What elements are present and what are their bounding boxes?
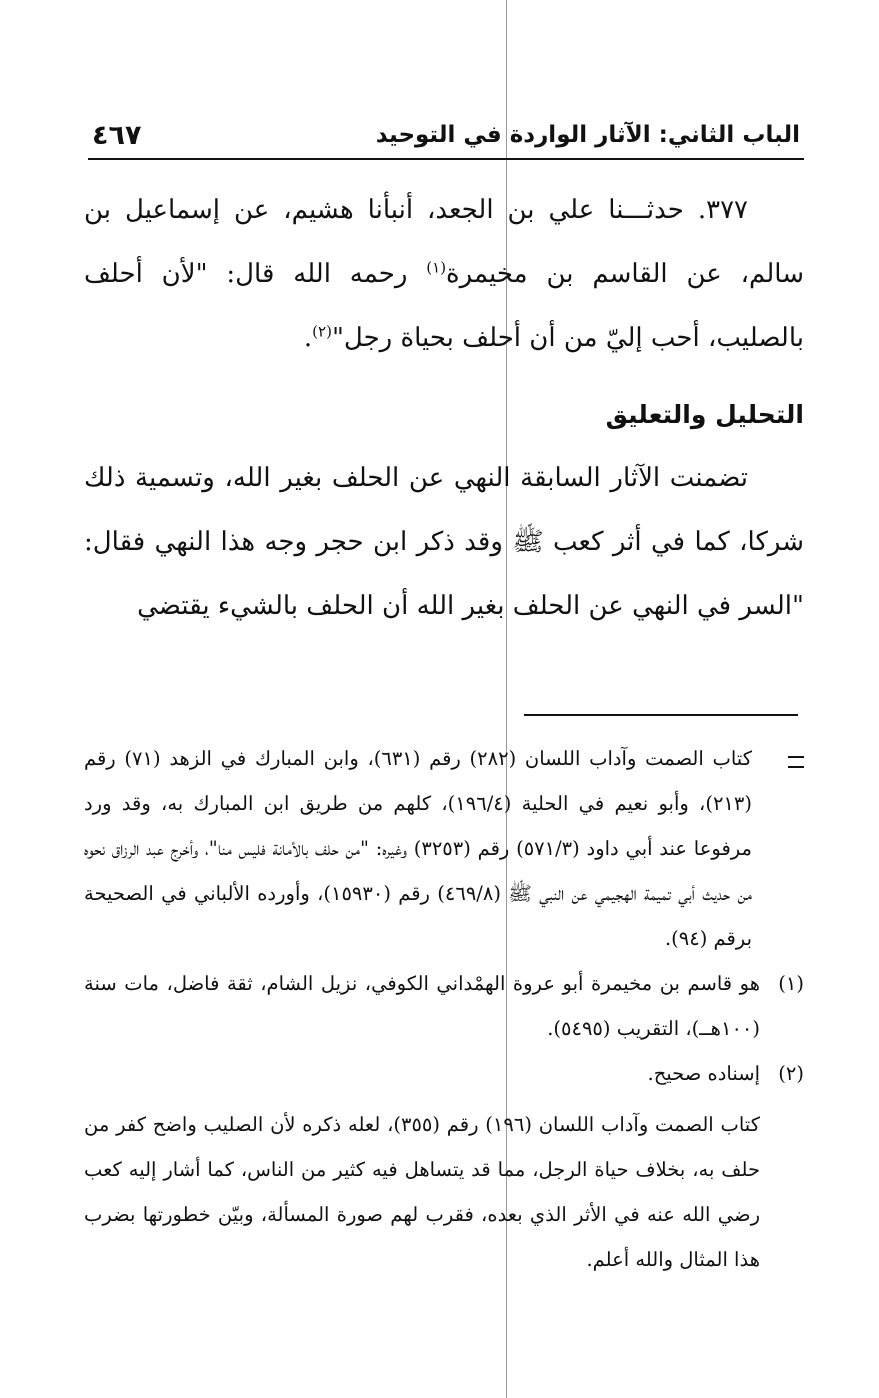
footnote-2 [84, 1051, 804, 1096]
hadith-text-middle: رحمه الله قال: "لأن أحلف بالصليب، أحب إليّ من أن أحلف بحياة رجل" [84, 259, 804, 353]
footnote-2-text: إسناده صحيح. [647, 1062, 760, 1085]
hadith-text-end: . [303, 323, 313, 353]
footnote-1-number: (١) [778, 972, 804, 995]
footnote-separator [524, 714, 798, 716]
hadith-text: حدثـــنا علي بن الجعد، أنبأنا هشيم، عن إسماعيل بن سالم، عن القاسم بن مخيمرة [84, 195, 804, 289]
header-rule [88, 158, 804, 160]
section-heading: التحليل والتعليق [605, 400, 804, 429]
footnote-1-text: هو قاسم بن مخيمرة أبو عروة الهمْداني الكوفي، نزيل الشام، ثقة فاضل، مات سنة (١٠٠هــ)، التقريب (٥٤٩٥). [84, 972, 760, 1040]
footnote-ref-1: (١) [426, 258, 447, 277]
footnote-continuation-text: كتاب الصمت وآداب اللسان (٢٨٢) رقم (٦٣١)، وابن المبارك في الزهد (٧١) رقم (٢١٣)، وأبو نعيم في الحلية (١٩٦/٤)، كلهم من طريق ابن المبارك به، وقد ورد مرفوعا عند أبي داود (٥٧١/٣) رقم (٣٢٥٣) وغيره: "من حلف بالأمانة فليس منا"، وأخرج عبد الرزاق نحوه من حديث أبي تميمة الهجيمي عن النبي ﷺ (٤٦٩/٨) رقم (١٥٩٣٠)، وأورده الألباني في الصحيحة برقم (٩٤). [84, 747, 752, 950]
analysis-paragraph: تضمنت الآثار السابقة النهي عن الحلف بغير الله، وتسمية ذلك شركا، كما في أثر كعب ﷺ وقد ذكر ابن حجر وجه هذا النهي فقال: "السر في النهي عن الحلف بغير الله أن الحلف بالشيء يقتضي [84, 463, 804, 621]
page-number: ٤٦٧ [92, 120, 142, 151]
footnote-2-number: (٢) [778, 1062, 804, 1085]
hadith-number: ٣٧٧. [697, 195, 749, 225]
footnote-1 [84, 961, 804, 1051]
main-text [84, 178, 804, 638]
footnote-2-continuation: كتاب الصمت وآداب اللسان (١٩٦) رقم (٣٥٥)، لعله ذكره لأن الصليب واضح كفر من حلف به، بخلاف حياة الرجل، مما قد يتساهل فيه كثير من الناس، كما أشار إليه كعب رضي الله عنه في الأثر الذي بعده، فقرب لهم صورة المسألة، وبيّن خطورتها بضرب هذا المثال والله أعلم. [84, 1113, 760, 1271]
footnote-continuation [84, 736, 804, 1282]
running-title: الباب الثاني: الآثار الواردة في التوحيد [375, 122, 800, 148]
page-header [88, 110, 804, 156]
hadith-paragraph [84, 178, 804, 370]
footnote-ref-2: (٢) [312, 322, 332, 341]
continuation-mark-icon [788, 756, 804, 768]
footnotes [84, 736, 804, 1282]
